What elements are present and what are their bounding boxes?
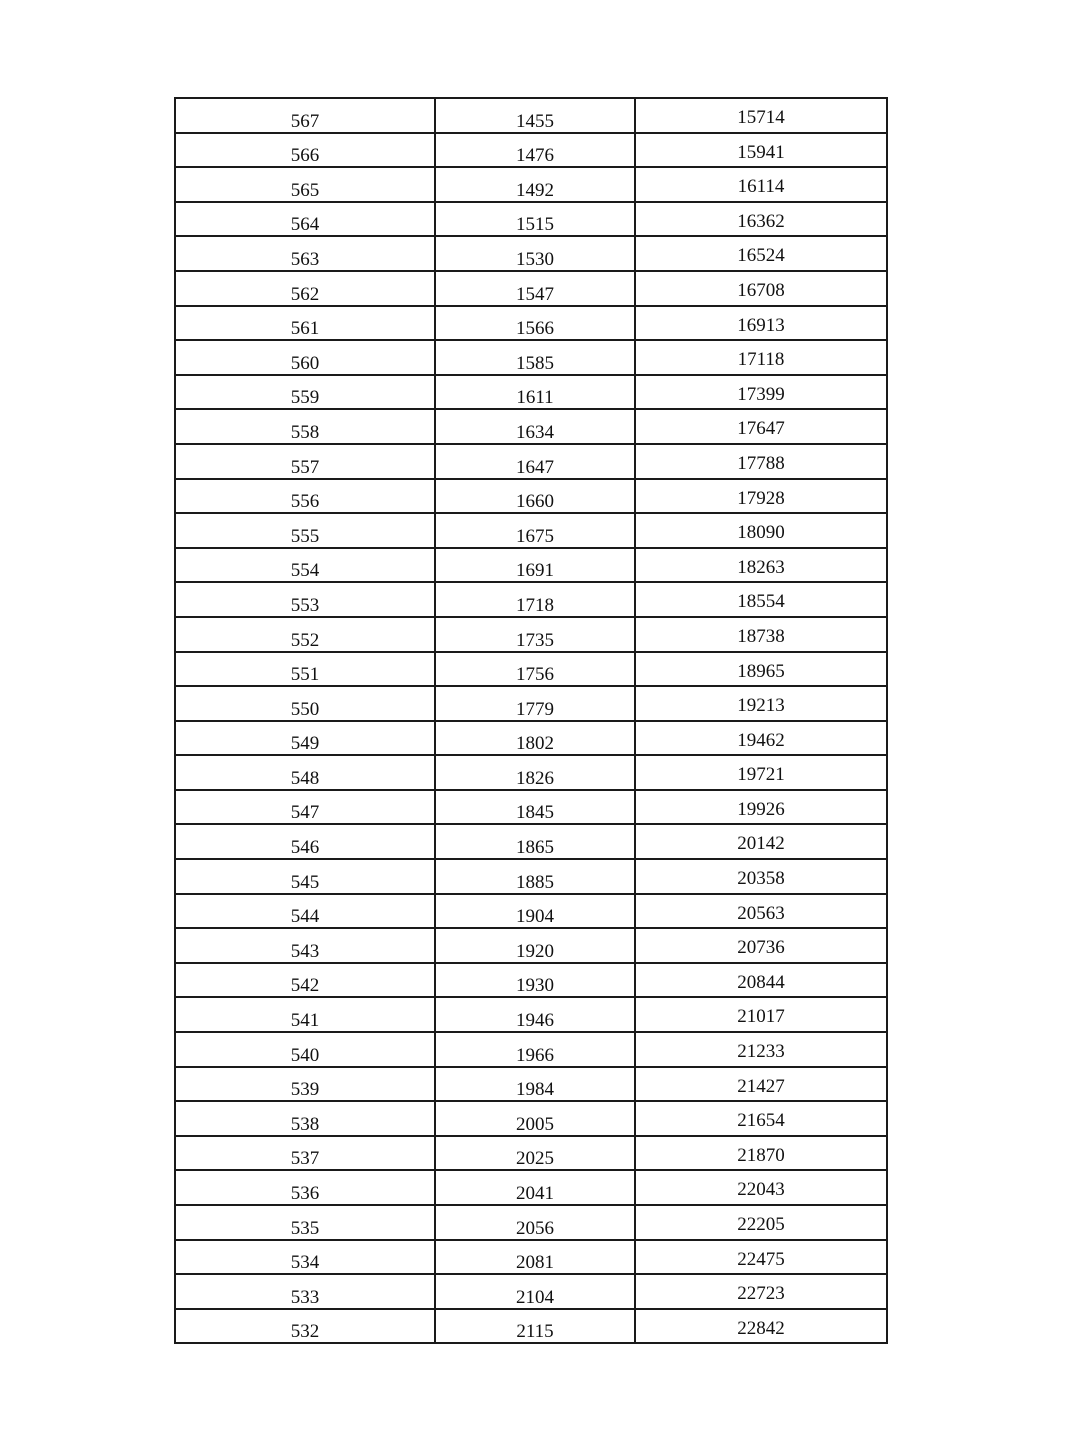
score-cell [175, 1205, 435, 1240]
score-cell [175, 1274, 435, 1309]
count-cell [435, 271, 635, 306]
score-cell [175, 133, 435, 168]
score-cell [175, 582, 435, 617]
cumulative-cell-value: 15714 [737, 107, 785, 128]
score-cell-value: 548 [290, 767, 320, 789]
cumulative-cell [635, 444, 887, 479]
score-cell-value: 558 [290, 421, 320, 443]
count-cell-value: 1904 [516, 906, 554, 928]
count-cell [435, 133, 635, 168]
cumulative-cell [635, 513, 887, 548]
score-cell-value: 560 [290, 352, 320, 374]
cumulative-cell-value: 16524 [737, 245, 785, 267]
cumulative-cell [635, 928, 887, 963]
count-cell-value: 1515 [516, 214, 554, 236]
cumulative-cell [635, 409, 887, 444]
table-row [175, 686, 887, 721]
cumulative-cell [635, 375, 887, 410]
cumulative-cell [635, 1101, 887, 1136]
count-cell [435, 686, 635, 721]
cumulative-cell-value: 21870 [737, 1144, 785, 1166]
table-row [175, 1170, 887, 1205]
score-cell [175, 271, 435, 306]
score-cell-value: 535 [290, 1217, 320, 1239]
cumulative-cell [635, 98, 887, 133]
score-cell [175, 1240, 435, 1275]
cumulative-cell [635, 1170, 887, 1205]
cumulative-cell [635, 1309, 887, 1344]
cumulative-cell-value: 15941 [737, 141, 785, 163]
cumulative-cell-value: 18738 [737, 625, 785, 647]
count-cell [435, 1136, 635, 1171]
score-cell [175, 236, 435, 271]
score-cell-value: 538 [290, 1113, 320, 1135]
table-row [175, 1101, 887, 1136]
table-row [175, 928, 887, 963]
table-row [175, 652, 887, 687]
score-cell [175, 306, 435, 341]
count-cell [435, 824, 635, 859]
count-cell [435, 340, 635, 375]
count-cell [435, 755, 635, 790]
score-cell-value: 553 [290, 594, 320, 616]
score-cell [175, 167, 435, 202]
table-row [175, 375, 887, 410]
score-cell-value: 546 [290, 837, 320, 859]
count-cell [435, 1309, 635, 1344]
score-cell [175, 375, 435, 410]
cumulative-cell [635, 721, 887, 756]
cumulative-cell-value: 18554 [737, 591, 785, 613]
score-cell [175, 1067, 435, 1102]
cumulative-cell-value: 16362 [737, 210, 785, 232]
count-cell-value: 2115 [516, 1321, 554, 1343]
table-row [175, 444, 887, 479]
cumulative-cell [635, 963, 887, 998]
count-cell [435, 790, 635, 825]
score-cell-value: 554 [290, 560, 320, 582]
score-cell-value: 563 [290, 248, 320, 270]
table-row [175, 409, 887, 444]
count-cell-value: 1585 [516, 352, 554, 374]
table-row [175, 790, 887, 825]
cumulative-cell [635, 755, 887, 790]
count-cell-value: 1920 [516, 940, 554, 962]
score-cell-value: 543 [290, 940, 320, 962]
count-cell-value: 1984 [516, 1079, 554, 1101]
score-cell-value: 539 [290, 1079, 320, 1101]
cumulative-cell [635, 824, 887, 859]
cumulative-cell-value: 22723 [737, 1283, 785, 1305]
score-cell [175, 479, 435, 514]
cumulative-cell-value: 17928 [737, 487, 785, 509]
score-cell [175, 963, 435, 998]
cumulative-cell-value: 20736 [737, 937, 785, 959]
cumulative-cell [635, 1136, 887, 1171]
cumulative-cell-value: 16708 [737, 279, 785, 301]
score-cell [175, 790, 435, 825]
score-cell-value: 540 [290, 1044, 320, 1066]
cumulative-cell-value: 19926 [737, 798, 785, 820]
count-cell [435, 652, 635, 687]
count-cell-value: 1930 [516, 975, 554, 997]
cumulative-cell-value: 20844 [737, 971, 785, 993]
cumulative-cell [635, 271, 887, 306]
cumulative-cell-value: 22043 [737, 1179, 785, 1201]
cumulative-cell [635, 859, 887, 894]
cumulative-cell [635, 306, 887, 341]
table-row [175, 997, 887, 1032]
table-body [175, 98, 887, 1343]
score-cell-value: 562 [290, 283, 320, 305]
cumulative-cell [635, 582, 887, 617]
score-cell-value: 547 [290, 802, 320, 824]
score-cell [175, 340, 435, 375]
table-row [175, 617, 887, 652]
cumulative-cell-value: 19721 [737, 764, 785, 786]
score-cell [175, 1101, 435, 1136]
count-cell-value: 1634 [516, 421, 554, 443]
score-cell-value: 536 [290, 1183, 320, 1204]
cumulative-cell-value: 17788 [737, 452, 785, 474]
table-row [175, 582, 887, 617]
cumulative-cell [635, 236, 887, 271]
table-row [175, 1240, 887, 1275]
table-row [175, 824, 887, 859]
score-cell-value: 552 [290, 629, 320, 651]
score-cell [175, 1032, 435, 1067]
table-row [175, 1274, 887, 1309]
count-cell [435, 236, 635, 271]
count-cell-value: 1530 [516, 248, 554, 270]
count-cell [435, 997, 635, 1032]
score-cell-value: 556 [290, 491, 320, 513]
count-cell [435, 894, 635, 929]
count-cell-value: 2056 [516, 1217, 554, 1239]
score-cell-value: 542 [290, 975, 320, 997]
count-cell [435, 202, 635, 237]
count-cell [435, 721, 635, 756]
count-cell [435, 167, 635, 202]
cumulative-cell [635, 1032, 887, 1067]
cumulative-cell-value: 19213 [737, 695, 785, 717]
cumulative-cell-value: 21233 [737, 1041, 785, 1063]
table-row [175, 340, 887, 375]
count-cell-value: 1675 [516, 525, 554, 547]
cumulative-cell [635, 167, 887, 202]
score-cell-value: 559 [290, 387, 320, 409]
cumulative-cell [635, 1240, 887, 1275]
table-row [175, 755, 887, 790]
score-cell [175, 997, 435, 1032]
count-cell [435, 1240, 635, 1275]
table-row [175, 1067, 887, 1102]
count-cell-value: 2005 [516, 1113, 554, 1135]
cumulative-cell [635, 617, 887, 652]
count-cell [435, 444, 635, 479]
cumulative-cell [635, 686, 887, 721]
table-row [175, 133, 887, 168]
cumulative-cell [635, 1067, 887, 1102]
count-cell-value: 1492 [516, 179, 554, 201]
cumulative-cell-value: 17647 [737, 418, 785, 440]
table-row [175, 271, 887, 306]
table-row [175, 1205, 887, 1240]
cumulative-cell [635, 894, 887, 929]
score-rank-table [174, 97, 888, 1344]
table-row [175, 167, 887, 202]
table-row [175, 236, 887, 271]
count-cell [435, 1205, 635, 1240]
cumulative-cell [635, 340, 887, 375]
count-cell-value: 2041 [516, 1183, 554, 1204]
count-cell [435, 513, 635, 548]
count-cell [435, 963, 635, 998]
score-cell [175, 721, 435, 756]
count-cell [435, 1274, 635, 1309]
count-cell-value: 1885 [516, 871, 554, 893]
cumulative-cell [635, 1274, 887, 1309]
table-row [175, 1309, 887, 1344]
cumulative-cell-value: 22475 [737, 1248, 785, 1270]
cumulative-cell-value: 21017 [737, 1006, 785, 1028]
count-cell-value: 1566 [516, 318, 554, 340]
score-cell-value: 541 [290, 1010, 320, 1032]
table-row [175, 306, 887, 341]
count-cell-value: 1756 [516, 664, 554, 686]
score-cell [175, 1136, 435, 1171]
count-cell [435, 617, 635, 652]
table-row [175, 202, 887, 237]
count-cell-value: 1476 [516, 145, 554, 167]
count-cell [435, 1101, 635, 1136]
count-cell [435, 409, 635, 444]
count-cell-value: 1802 [516, 733, 554, 755]
count-cell [435, 582, 635, 617]
score-cell [175, 652, 435, 687]
score-cell-value: 555 [290, 525, 320, 547]
count-cell-value: 1845 [516, 802, 554, 824]
cumulative-cell-value: 18263 [737, 556, 785, 578]
score-cell-value: 545 [290, 871, 320, 893]
count-cell-value: 1691 [516, 560, 554, 582]
cumulative-cell [635, 202, 887, 237]
score-cell-value: 532 [290, 1321, 320, 1343]
table-row [175, 479, 887, 514]
score-cell [175, 755, 435, 790]
count-cell-value: 1647 [516, 456, 554, 478]
count-cell-value: 1966 [516, 1044, 554, 1066]
count-cell [435, 859, 635, 894]
score-cell [175, 202, 435, 237]
count-cell [435, 928, 635, 963]
cumulative-cell-value: 17399 [737, 383, 785, 405]
score-cell [175, 928, 435, 963]
cumulative-cell [635, 997, 887, 1032]
score-cell-value: 564 [290, 214, 320, 236]
count-cell-value: 1865 [516, 837, 554, 859]
cumulative-cell-value: 21427 [737, 1075, 785, 1097]
score-cell-value: 544 [290, 906, 320, 928]
table-row [175, 513, 887, 548]
score-cell-value: 565 [290, 179, 320, 201]
table-row [175, 1032, 887, 1067]
cumulative-cell [635, 479, 887, 514]
cumulative-cell-value: 20563 [737, 902, 785, 924]
score-cell [175, 894, 435, 929]
cumulative-cell-value: 22842 [737, 1317, 785, 1339]
table-row [175, 963, 887, 998]
count-cell [435, 1067, 635, 1102]
score-cell [175, 1170, 435, 1205]
score-cell-value: 561 [290, 318, 320, 340]
score-cell-value: 533 [290, 1286, 320, 1308]
score-cell-value: 550 [290, 698, 320, 720]
count-cell-value: 1660 [516, 491, 554, 513]
score-cell [175, 444, 435, 479]
count-cell [435, 98, 635, 133]
cumulative-cell-value: 20358 [737, 868, 785, 890]
table-row [175, 894, 887, 929]
cumulative-cell-value: 21654 [737, 1110, 785, 1132]
score-cell [175, 98, 435, 133]
table-row [175, 548, 887, 583]
cumulative-cell [635, 548, 887, 583]
score-cell [175, 548, 435, 583]
table-row [175, 98, 887, 133]
cumulative-cell-value: 22205 [737, 1214, 785, 1235]
score-cell [175, 617, 435, 652]
cumulative-cell-value: 17118 [737, 349, 785, 371]
count-cell [435, 1032, 635, 1067]
score-cell-value: 534 [290, 1252, 320, 1274]
score-cell-value: 567 [290, 110, 320, 132]
count-cell-value: 1946 [516, 1010, 554, 1032]
score-cell-value: 551 [290, 664, 320, 686]
count-cell [435, 306, 635, 341]
score-cell-value: 557 [290, 456, 320, 478]
score-cell [175, 859, 435, 894]
table-row [175, 859, 887, 894]
count-cell-value: 2025 [516, 1148, 554, 1170]
count-cell [435, 479, 635, 514]
count-cell-value: 1455 [516, 110, 554, 132]
count-cell [435, 1170, 635, 1205]
score-cell [175, 1309, 435, 1344]
cumulative-cell-value: 20142 [737, 833, 785, 855]
count-cell-value: 2104 [516, 1286, 554, 1308]
table-row [175, 1136, 887, 1171]
score-cell [175, 824, 435, 859]
score-cell [175, 513, 435, 548]
count-cell-value: 2081 [516, 1252, 554, 1274]
cumulative-cell-value: 18090 [737, 522, 785, 544]
cumulative-cell [635, 652, 887, 687]
cumulative-cell [635, 790, 887, 825]
count-cell-value: 1547 [516, 283, 554, 305]
cumulative-cell-value: 16913 [737, 314, 785, 336]
table-row [175, 721, 887, 756]
count-cell-value: 1718 [516, 594, 554, 616]
score-cell [175, 409, 435, 444]
count-cell [435, 548, 635, 583]
cumulative-cell [635, 133, 887, 168]
count-cell-value: 1826 [516, 767, 554, 789]
count-cell-value: 1779 [516, 698, 554, 720]
cumulative-cell-value: 19462 [737, 729, 785, 751]
count-cell-value: 1611 [516, 387, 554, 409]
cumulative-cell-value: 16114 [737, 176, 785, 198]
cumulative-cell-value: 18965 [737, 660, 785, 682]
count-cell-value: 1735 [516, 629, 554, 651]
score-cell [175, 686, 435, 721]
score-cell-value: 566 [290, 145, 320, 167]
score-cell-value: 537 [290, 1148, 320, 1170]
score-cell-value: 549 [290, 733, 320, 755]
count-cell [435, 375, 635, 410]
cumulative-cell [635, 1205, 887, 1240]
